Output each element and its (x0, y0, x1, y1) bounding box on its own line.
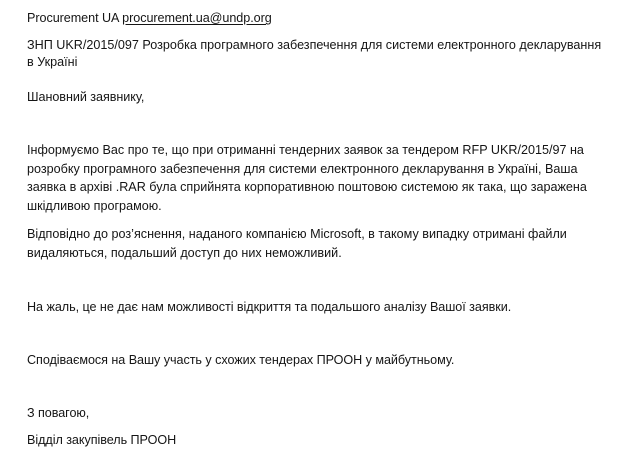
paragraph-1-line: шкідливою програмою. (27, 198, 162, 213)
sender-email-link[interactable]: procurement.ua@undp.org (122, 11, 272, 25)
paragraph-1 (27, 141, 617, 215)
sender-line (27, 10, 272, 26)
paragraph-1-line: заявка в архіві .RAR була сприйнята корпоративною поштовою системою як така, що заражена (27, 180, 587, 194)
subject (27, 37, 617, 71)
subject-line-1: ЗНП UKR/2015/097 Розробка програмного забезпечення для системи електронного декларування (27, 38, 602, 52)
closing-regards: З повагою, (27, 406, 90, 420)
paragraph-2-line: видаляються, подальший доступ до них неможливий. (27, 245, 342, 260)
sender-name: Procurement UA (27, 11, 119, 25)
paragraph-2 (27, 225, 617, 262)
paragraph-2-line: Відповідно до роз’яснення, наданого компанією Microsoft, в такому випадку отримані файли (27, 227, 567, 241)
paragraph-1-line: розробку програмного забезпечення для системи електронного декларування в Україні, Ваша (27, 161, 578, 176)
subject-line-2: в Україні (27, 55, 78, 69)
signature: Відділ закупівель ПРООН (27, 433, 177, 447)
greeting: Шановний заявнику, (27, 90, 145, 104)
paragraph-4: Сподіваємося на Вашу участь у схожих тендерах ПРООН у майбутньому. (27, 353, 455, 367)
paragraph-1-line: Інформуємо Вас про те, що при отриманні тендерних заявок за тендером RFP UKR/2015/97 на (27, 143, 584, 157)
paragraph-3: На жаль, це не дає нам можливості відкриття та подальшого аналізу Вашої заявки. (27, 300, 512, 314)
